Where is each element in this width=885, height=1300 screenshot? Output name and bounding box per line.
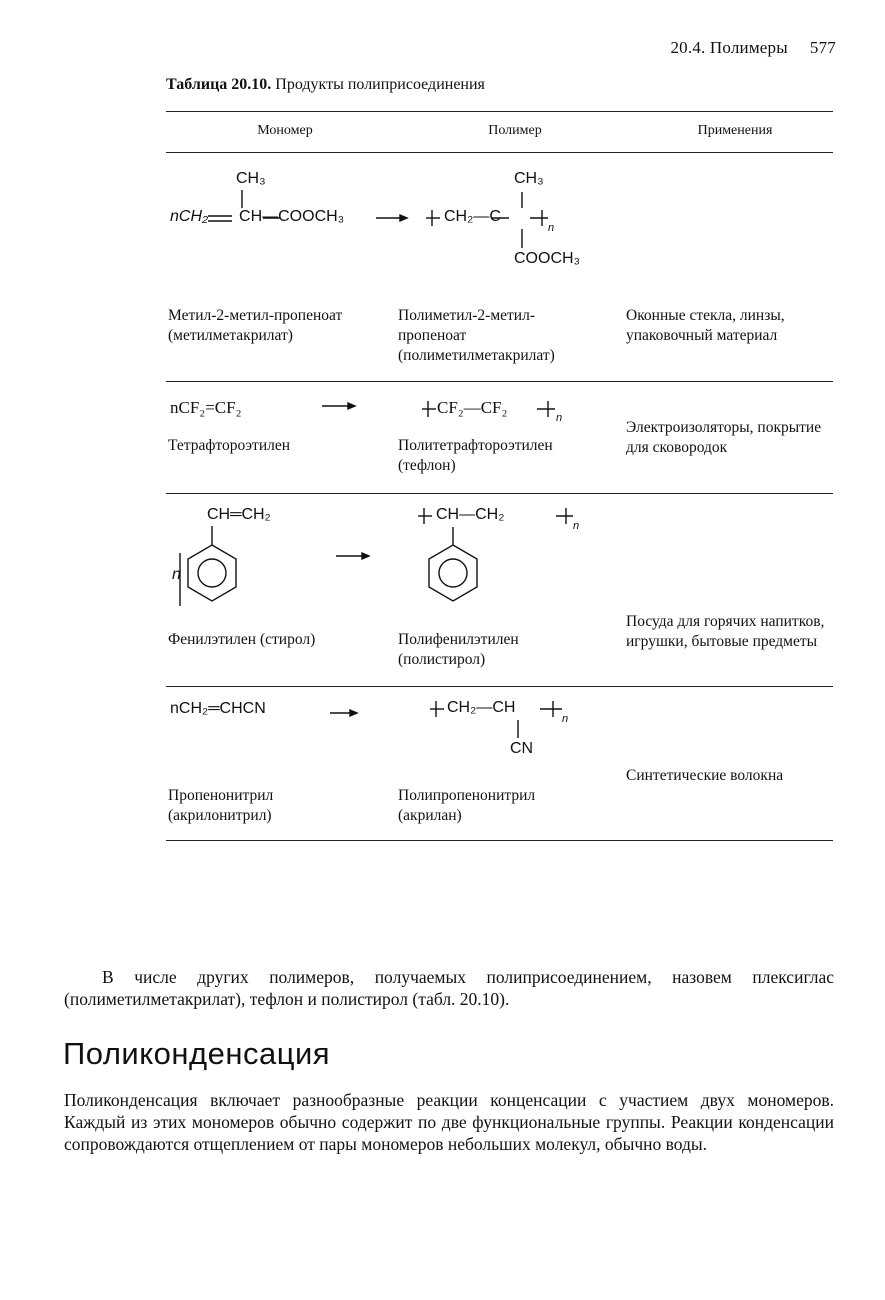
pmma-polymer-formula: CH₂—C bbox=[444, 208, 501, 225]
table-caption-label: Таблица 20.10. bbox=[166, 76, 272, 93]
page-number: 577 bbox=[809, 38, 836, 57]
styrene-monomer-name: Фенилэтилен (стирол) bbox=[168, 631, 316, 648]
pmma-degree-n: n bbox=[548, 222, 555, 234]
pmma-methyl: CH₃ bbox=[514, 170, 544, 187]
mma-monomer-name: Метил-2-метил-пропеноат (метилметакрилат) bbox=[168, 307, 343, 344]
polyacrylonitrile-polymer-name: Полипропенонитрил (акрилан) bbox=[398, 787, 536, 824]
column-header-applications: Применения bbox=[697, 123, 773, 138]
ptfe-application: Электроизоляторы, покрытие для сковородок bbox=[626, 419, 822, 456]
polystyrene-application: Посуда для горячих напитков, игрушки, бытовые предметы bbox=[626, 613, 825, 650]
tfe-monomer-formula: nCF₂=CF₂ bbox=[170, 398, 242, 417]
ptfe-degree-n: n bbox=[556, 412, 563, 424]
polyacrylonitrile-chain-formula: CH₂—CH bbox=[447, 699, 516, 716]
polyacrylonitrile-application: Синтетические волокна bbox=[626, 767, 784, 784]
column-header-monomer: Мономер bbox=[257, 123, 313, 138]
pmma-ester-group: COOCH₃ bbox=[514, 250, 581, 267]
mma-monomer-formula: nCH₂ CH—COOCH₃ bbox=[170, 208, 345, 225]
acrylonitrile-monomer-formula: nCH₂═CHCN bbox=[170, 700, 266, 717]
pmma-polymer-name: Полиметил-2-метил-пропеноат (полиметилметакрилат) bbox=[398, 307, 555, 364]
tfe-monomer-name: Тетрафтороэтилен bbox=[168, 437, 291, 454]
mma-monomer-methyl: CH₃ bbox=[236, 170, 266, 187]
pmma-application: Оконные стекла, линзы, упаковочный материал bbox=[626, 307, 785, 344]
acrylonitrile-monomer-name: Пропенонитрил (акрилонитрил) bbox=[168, 787, 274, 824]
section-title: 20.4. Полимеры bbox=[670, 38, 788, 57]
polystyrene-chain-formula: CH—CH₂ bbox=[436, 506, 505, 523]
table-caption-text: Продукты полиприсоединения bbox=[275, 76, 485, 93]
ptfe-polymer-formula: CF₂—CF₂ bbox=[437, 398, 508, 417]
polystyrene-polymer-name: Полифенилэтилен (полистирол) bbox=[398, 631, 519, 668]
polystyrene-degree-n: n bbox=[573, 520, 580, 532]
polyacrylonitrile-degree-n: n bbox=[562, 713, 569, 725]
ptfe-polymer-name: Политетрафтороэтилен (тефлон) bbox=[398, 437, 553, 474]
section-heading: Поликонденсация bbox=[63, 1036, 331, 1071]
paragraph-polycondensation: Поликонденсация включает разнообразные реакции конценсации с участием двух мономеров. Каждый из этих мономеров обычно содержит по две функциональные группы. Реакции конденсации сопровождаются отщеплением от пары мономеров небольших молекул, обычно воды. bbox=[64, 1090, 834, 1154]
paragraph-polymers: В числе других полимеров, получаемых полиприсоединением, назовем плексиглас (полиметилметакрилат), тефлон и полистирол (табл. 20.10). bbox=[64, 967, 834, 1009]
styrene-vinyl-group: CH═CH₂ bbox=[207, 506, 271, 523]
polyacrylonitrile-nitrile-group: CN bbox=[510, 740, 534, 757]
column-header-polymer: Полимер bbox=[488, 123, 542, 138]
styrene-n: n bbox=[172, 566, 181, 583]
